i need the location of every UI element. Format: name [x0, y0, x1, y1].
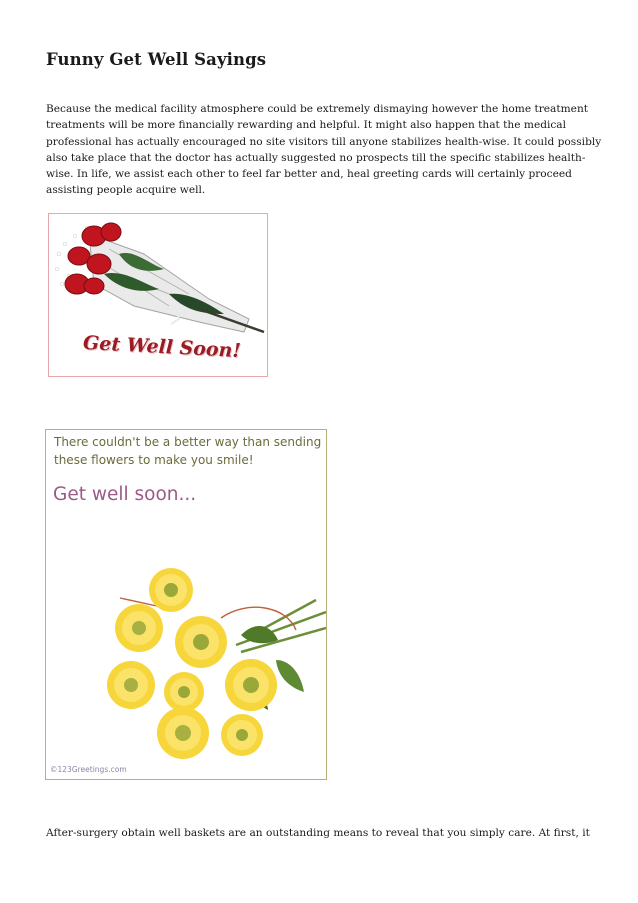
card-headline: Get well soon...: [53, 484, 197, 505]
document-title: Funny Get Well Sayings: [46, 50, 267, 69]
closing-paragraph: After-surgery obtain well baskets are an outstanding means to reveal that you simply care. At first, it: [46, 827, 590, 839]
intro-paragraph: Because the medical facility atmosphere could be extremely dismaying however the home treatment treatments will be more financially rewarding and helpful. It might also happen that the medical professional has actually encouraged no site visitors till anyone stabilizes health-wise. It could possibly also take place that the doctor has actually suggested no prospects till the specific stabilizes health-wise. In life, we assist each other to feel far better and, heal greeting cards will certainly proceed assisting people acquire well.: [46, 103, 602, 197]
card-message: There couldn't be a better way than sending these flowers to make you smile!: [54, 435, 322, 467]
get-well-roses-card-image: [48, 213, 268, 377]
card-copyright: ©123Greetings.com: [50, 765, 127, 774]
daisy-bouquet-illustration: [46, 430, 327, 780]
get-well-soon-text: Get Well Soon!: [82, 331, 242, 363]
get-well-daisies-card-image: [45, 429, 327, 780]
